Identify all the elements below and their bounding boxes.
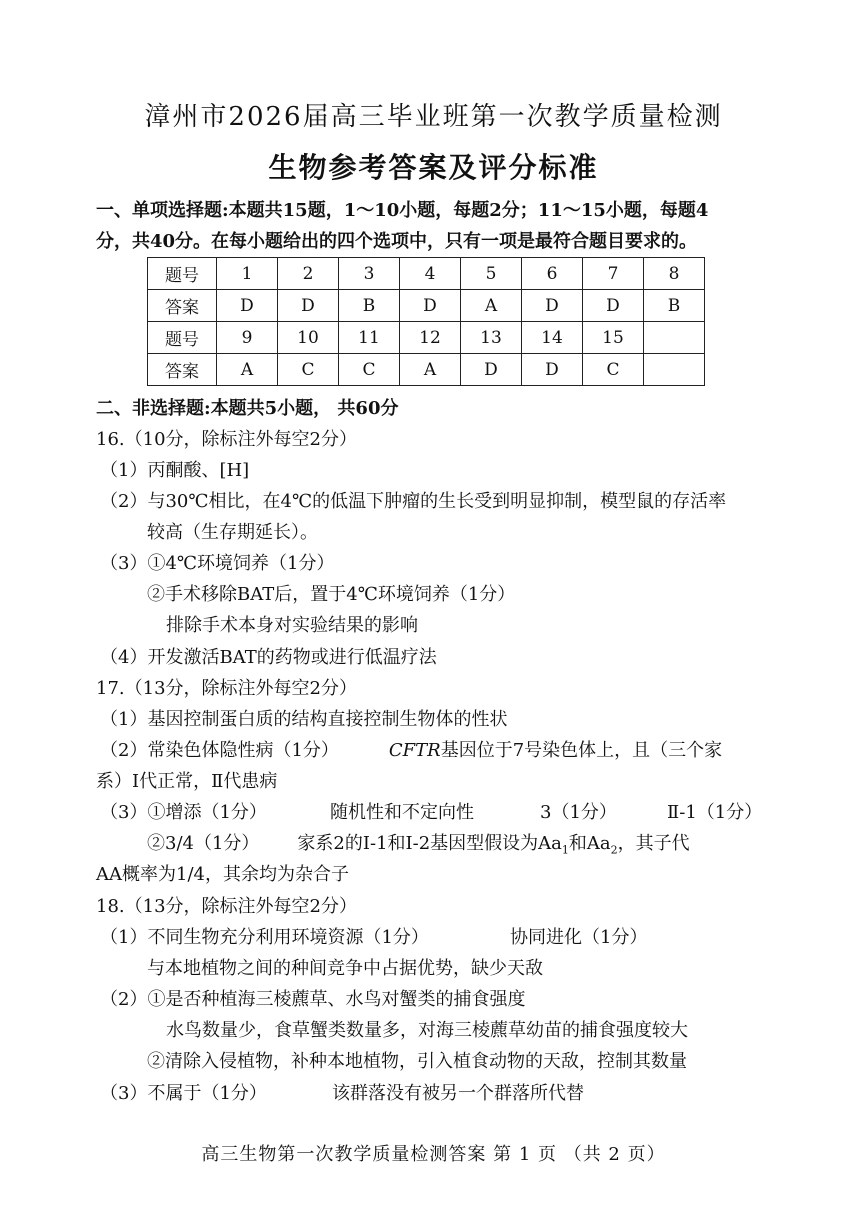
table-cell: D bbox=[278, 290, 339, 322]
table-cell: C bbox=[583, 354, 644, 386]
table-cell: D bbox=[461, 354, 522, 386]
q16-answer-3-line1: （3）①4℃环境饲养（1分） bbox=[100, 553, 335, 574]
table-cell: 12 bbox=[400, 322, 461, 354]
table-cell: 题号 bbox=[148, 258, 217, 290]
table-cell: 15 bbox=[583, 322, 644, 354]
table-cell: A bbox=[400, 354, 461, 386]
table-cell: B bbox=[644, 290, 705, 322]
q17-answer-3-line2 bbox=[147, 833, 690, 857]
q17-answer-1: （1）基因控制蛋白质的结构直接控制生物体的性状 bbox=[100, 709, 508, 730]
q16-answer-2-line1: （2）与30℃相比，在4℃的低温下肿瘤的生长受到明显抑制，模型鼠的存活率 bbox=[100, 491, 727, 512]
q16-answer-3-line2: ②手术移除BAT后，置于4℃环境饲养（1分） bbox=[147, 584, 516, 605]
table-row bbox=[148, 354, 705, 386]
table-cell: 答案 bbox=[148, 290, 217, 322]
section1-instructions-line1: 一、单项选择题:本题共15题，1～10小题，每题2分；11～15小题，每题4 bbox=[96, 200, 709, 221]
q17-answer-3-line2-part1: ②3/4（1分） bbox=[147, 833, 260, 854]
table-cell: B bbox=[339, 290, 400, 322]
table-cell: 3 bbox=[339, 258, 400, 290]
page-footer: 高三生物第一次教学质量检测答案 第 1 页 （共 2 页） bbox=[201, 1144, 666, 1165]
q18-answer-3-part2: 该群落没有被另一个群落所代替 bbox=[332, 1083, 584, 1104]
q17-answer-3-part3: 3（1分） bbox=[540, 802, 617, 823]
q18-answer-3-part1: （3）不属于（1分） bbox=[100, 1083, 267, 1104]
q18-answer-1-part2: 协同进化（1分） bbox=[510, 927, 648, 948]
answer-table bbox=[147, 257, 705, 386]
table-cell: 5 bbox=[461, 258, 522, 290]
q17-answer-2-line2: 系）Ⅰ代正常，Ⅱ代患病 bbox=[96, 771, 278, 792]
table-cell: A bbox=[217, 354, 278, 386]
q17-answer-3-line2-mid: 和Aa bbox=[568, 833, 611, 854]
q17-answer-2-part2: 基因位于7号染色体上，且（三个家 bbox=[440, 740, 723, 761]
q16-answer-4: （4）开发激活BAT的药物或进行低温疗法 bbox=[100, 647, 437, 668]
table-cell: 9 bbox=[217, 322, 278, 354]
q17-answer-2-line1 bbox=[100, 740, 722, 762]
q17-answer-2-part1: （2）常染色体隐性病（1分） bbox=[100, 740, 339, 761]
q18-heading: 18.（13分，除标注外每空2分） bbox=[96, 896, 357, 917]
subscript: 1 bbox=[561, 843, 569, 857]
table-cell: 10 bbox=[278, 322, 339, 354]
q18-answer-2-line1: （2）①是否种植海三棱藨草、水鸟对蟹类的捕食强度 bbox=[100, 989, 526, 1010]
q17-gene-name: CFTR bbox=[388, 740, 441, 761]
q17-answer-3-line3: AA概率为1/4，其余均为杂合子 bbox=[96, 864, 349, 885]
table-cell: D bbox=[583, 290, 644, 322]
table-cell: D bbox=[400, 290, 461, 322]
q16-answer-3-line3: 排除手术本身对实验结果的影响 bbox=[166, 615, 418, 636]
table-cell: 题号 bbox=[148, 322, 217, 354]
table-cell: C bbox=[339, 354, 400, 386]
q18-answer-2-line3: ②清除入侵植物，补种本地植物，引入植食动物的天敌，控制其数量 bbox=[147, 1051, 687, 1072]
page-subtitle: 生物参考答案及评分标准 bbox=[268, 151, 599, 184]
table-cell: D bbox=[217, 290, 278, 322]
table-row bbox=[148, 258, 705, 290]
q17-answer-3-line2-end: ，其子代 bbox=[617, 833, 690, 854]
table-cell: 4 bbox=[400, 258, 461, 290]
q18-answer-1-part1: （1）不同生物充分利用环境资源（1分） bbox=[100, 927, 429, 948]
table-cell: 8 bbox=[644, 258, 705, 290]
page-title: 漳州市2026届高三毕业班第一次教学质量检测 bbox=[144, 102, 723, 132]
table-cell bbox=[644, 354, 705, 386]
table-row bbox=[148, 322, 705, 354]
q16-answer-1: （1）丙酮酸、[H] bbox=[100, 460, 250, 481]
table-cell: 14 bbox=[522, 322, 583, 354]
table-row bbox=[148, 290, 705, 322]
table-cell: D bbox=[522, 354, 583, 386]
table-cell bbox=[644, 322, 705, 354]
table-cell: 答案 bbox=[148, 354, 217, 386]
table-cell: 1 bbox=[217, 258, 278, 290]
q17-heading: 17.（13分，除标注外每空2分） bbox=[96, 678, 357, 699]
table-cell: D bbox=[522, 290, 583, 322]
subscript: 2 bbox=[610, 843, 618, 857]
table-cell: C bbox=[278, 354, 339, 386]
table-cell: 2 bbox=[278, 258, 339, 290]
q16-heading: 16.（10分，除标注外每空2分） bbox=[96, 429, 357, 450]
q18-answer-2-line2: 水鸟数量少，食草蟹类数量多，对海三棱藨草幼苗的捕食强度较大 bbox=[166, 1020, 688, 1041]
q16-answer-2-line2: 较高（生存期延长）。 bbox=[147, 522, 318, 543]
q17-answer-3-line2-part2: 家系2的Ⅰ-1和Ⅰ-2基因型假设为Aa bbox=[297, 833, 562, 854]
q17-answer-3-part1: （3）①增添（1分） bbox=[100, 802, 267, 823]
table-cell: 6 bbox=[522, 258, 583, 290]
table-cell: 13 bbox=[461, 322, 522, 354]
q17-answer-3-part2: 随机性和不定向性 bbox=[330, 802, 474, 823]
table-cell: A bbox=[461, 290, 522, 322]
q18-answer-1-line2: 与本地植物之间的种间竞争中占据优势，缺少天敌 bbox=[147, 958, 543, 979]
section1-instructions-line2: 分，共40分。在每小题给出的四个选项中，只有一项是最符合题目要求的。 bbox=[96, 231, 698, 252]
table-cell: 11 bbox=[339, 322, 400, 354]
section2-heading: 二、非选择题:本题共5小题， 共60分 bbox=[96, 398, 399, 419]
table-cell: 7 bbox=[583, 258, 644, 290]
q17-answer-3-part4: Ⅱ-1（1分） bbox=[667, 802, 763, 823]
